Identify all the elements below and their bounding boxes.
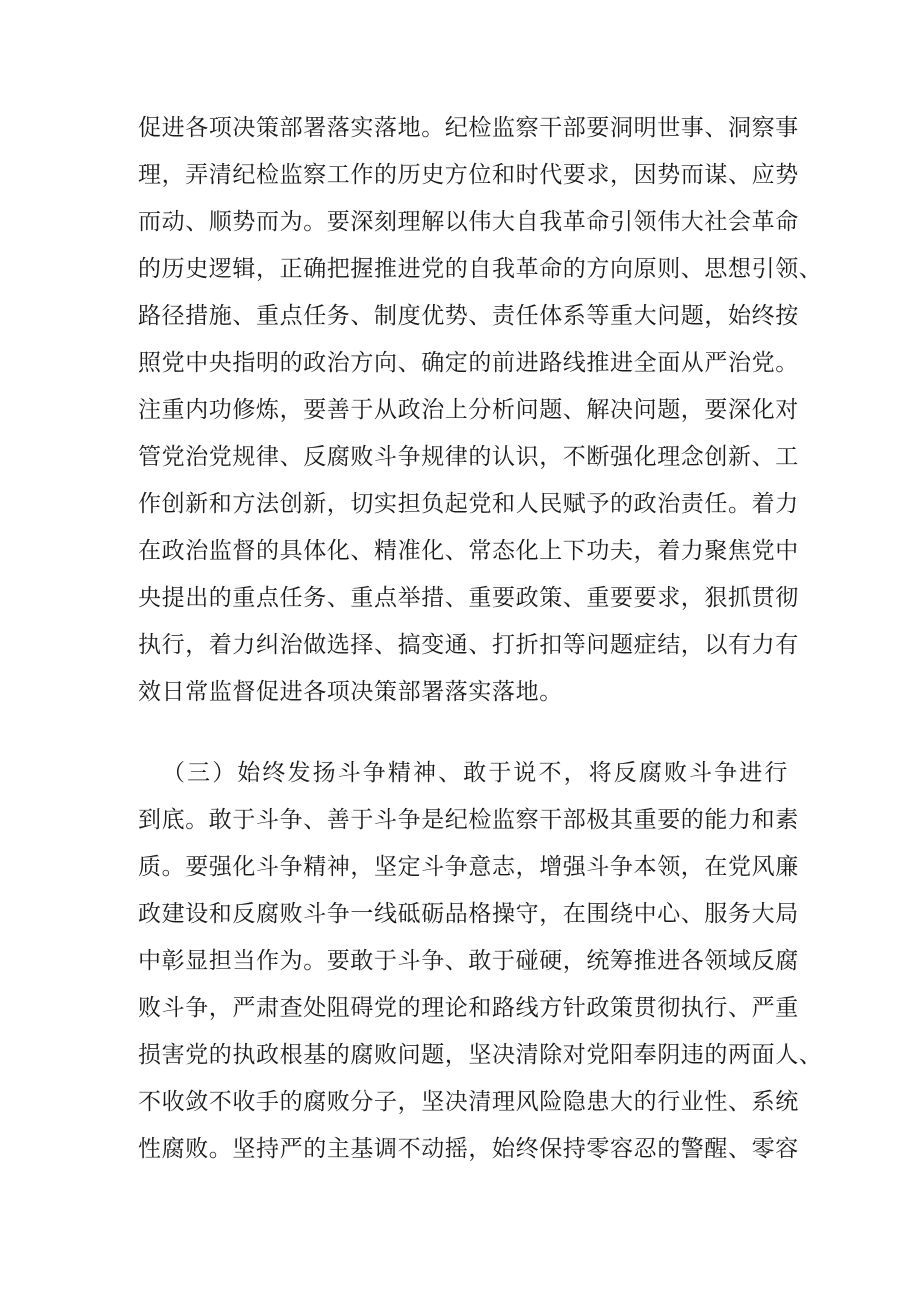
paragraph-line: 的历史逻辑，正确把握推进党的自我革命的方向原则、思想引领、 (138, 256, 823, 282)
paragraph-line: 理，弄清纪检监察工作的历史方位和时代要求，因势而谋、应势 (138, 162, 799, 188)
paragraph-line: 促进各项决策部署落实落地。纪检监察干部要洞明世事、洞察事 (138, 115, 799, 141)
paragraph-heading-line: （三）始终发扬斗争精神、敢于说不，将反腐败斗争进行 (162, 760, 788, 786)
paragraph-line: 央提出的重点任务、重点举措、重要政策、重要要求，狠抓贯彻 (138, 585, 799, 611)
paragraph-line: 政建设和反腐败斗争一线砥砺品格操守，在围绕中心、服务大局 (138, 901, 799, 927)
paragraph-line: 性腐败。坚持严的主基调不动摇，始终保持零容忍的警醒、零容 (138, 1136, 799, 1162)
paragraph-line: 管党治党规律、反腐败斗争规律的认识，不断强化理念创新、工 (138, 444, 799, 470)
paragraph-line: 作创新和方法创新，切实担负起党和人民赋予的政治责任。着力 (138, 491, 799, 517)
paragraph-line: 到底。敢于斗争、善于斗争是纪检监察干部极其重要的能力和素 (138, 807, 799, 833)
paragraph-line: 而动、顺势而为。要深刻理解以伟大自我革命引领伟大社会革命 (138, 209, 799, 235)
paragraph-line: 照党中央指明的政治方向、确定的前进路线推进全面从严治党。 (138, 350, 799, 376)
paragraph-line: 效日常监督促进各项决策部署落实落地。 (138, 679, 563, 705)
paragraph-1 (138, 105, 823, 716)
paragraph-line: 路径措施、重点任务、制度优势、责任体系等重大问题，始终按 (138, 303, 799, 329)
paragraph-2 (138, 750, 823, 1173)
paragraph-line: 不收敛不收手的腐败分子，坚决清理风险隐患大的行业性、系统 (138, 1089, 799, 1115)
paragraph-line: 质。要强化斗争精神，坚定斗争意志，增强斗争本领，在党风廉 (138, 854, 799, 880)
paragraph-line: 败斗争，严肃查处阻碍党的理论和路线方针政策贯彻执行、严重 (138, 995, 799, 1021)
paragraph-line: 在政治监督的具体化、精准化、常态化上下功夫，着力聚焦党中 (138, 538, 799, 564)
paragraph-line: 执行，着力纠治做选择、搞变通、打折扣等问题症结，以有力有 (138, 632, 799, 658)
paragraph-line: 损害党的执政根基的腐败问题，坚决清除对党阳奉阴违的两面人、 (138, 1042, 823, 1068)
paragraph-line: 中彰显担当作为。要敢于斗争、敢于碰硬，统筹推进各领域反腐 (138, 948, 799, 974)
paragraph-line: 注重内功修炼，要善于从政治上分析问题、解决问题，要深化对 (138, 397, 799, 423)
